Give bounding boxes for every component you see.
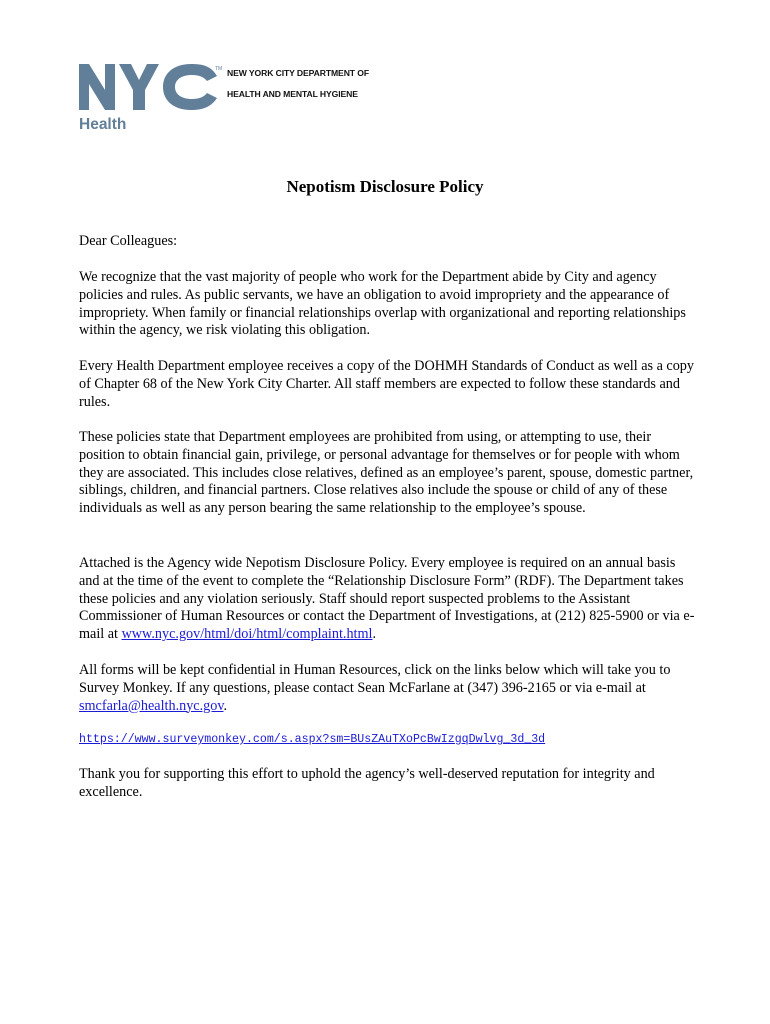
department-name-line-2: HEALTH AND MENTAL HYGIENE	[227, 89, 358, 99]
survey-monkey-link[interactable]: https://www.surveymonkey.com/s.aspx?sm=BUsZAuTXoPcBwIzgqDwlvg_3d_3d	[79, 733, 546, 746]
paragraph-policies: These policies state that Department employees are prohibited from using, or attempting to use, their position to obtain financial gain, privilege, or personal advantage for themselves or for people with whom they are associated. This includes close relatives, defined as an employee’s parent, spouse, domestic partner, siblings, children, and financial partners. Close relatives also include the spouse or child of any of these individuals as well as any person bearing the same relationship to the employee’s spouse.	[79, 429, 694, 517]
department-name-line-1: NEW YORK CITY DEPARTMENT OF	[227, 68, 369, 78]
paragraph-disclosure-form	[79, 555, 695, 644]
paragraph-disclosure-end: .	[372, 626, 377, 643]
email-link[interactable]: smcfarla@health.nyc.gov	[79, 697, 224, 714]
paragraph-confidential-end: .	[223, 697, 228, 714]
doi-complaint-link[interactable]: www.nyc.gov/html/doi/html/complaint.html	[121, 626, 373, 643]
paragraph-standards: Every Health Department employee receives a copy of the DOHMH Standards of Conduct as well as a copy of Chapter 68 of the New York City Charter. All staff members are expected to follow these standards and rules.	[79, 358, 694, 410]
nyc-logo-icon	[79, 62, 221, 132]
logo-health-text: Health	[79, 116, 127, 133]
paragraph-confidential	[79, 662, 695, 715]
paragraph-intro: We recognize that the vast majority of people who work for the Department abide by City and agency policies and rules. As public servants, we have an obligation to avoid impropriety and the appearance of impropriety. When family or financial relationships overlap with organizational and reporting relationships within the agency, we risk violating this obligation.	[79, 269, 686, 339]
paragraph-confidential-text: All forms will be kept confidential in Human Resources, click on the links below which will take you to Survey Monkey. If any questions, please contact Sean McFarlane at (347) 396-2165 or via e-mail at	[79, 662, 671, 696]
nyc-health-logo	[79, 62, 221, 132]
paragraph-disclosure-text: Attached is the Agency wide Nepotism Disclosure Policy. Every employee is required on an annual basis and at the time of the event to complete the “Relationship Disclosure Form” (RDF). The Department takes these policies and any violation seriously. Staff should report suspected problems to the Assistant Commissioner of Human Resources or contact the Department of Investigations, at (212) 825-5900 or via e-mail at	[79, 555, 695, 643]
document-title: Nepotism Disclosure Policy	[286, 177, 484, 196]
paragraph-closing: Thank you for supporting this effort to uphold the agency’s well-deserved reputation for integrity and excellence.	[79, 766, 655, 800]
salutation: Dear Colleagues:	[79, 233, 178, 249]
svg-text:TM: TM	[215, 66, 223, 72]
